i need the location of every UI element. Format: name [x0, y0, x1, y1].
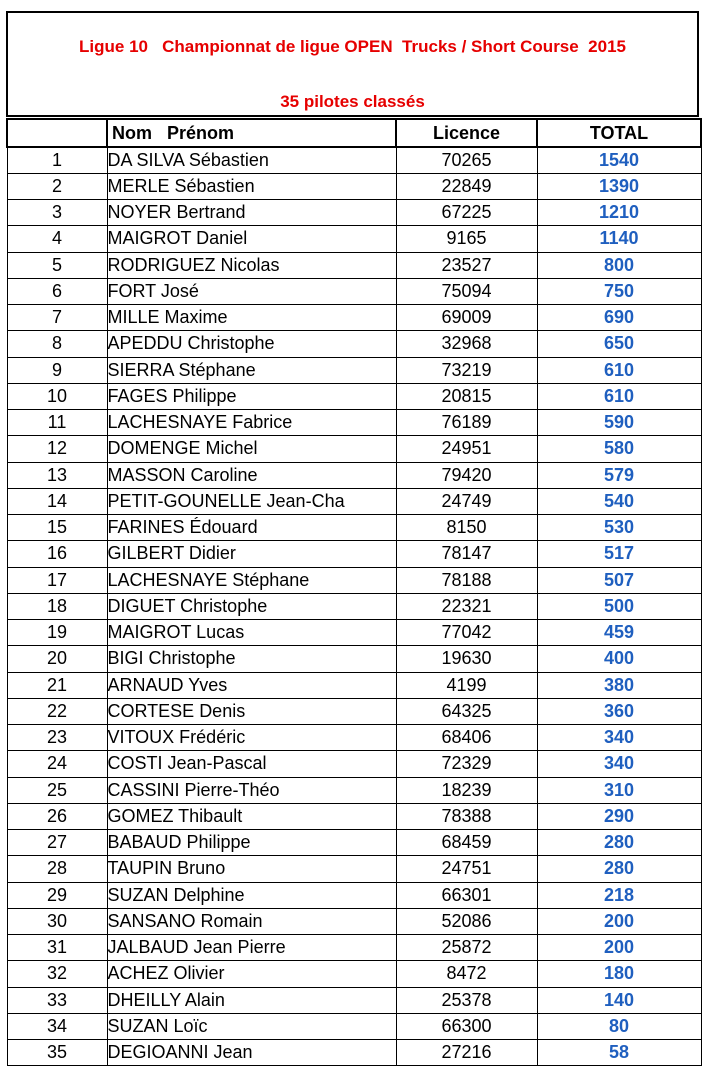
cell-total: 650	[537, 331, 701, 357]
cell-rank: 3	[7, 200, 107, 226]
cell-name: TAUPIN Bruno	[107, 856, 396, 882]
cell-total: 340	[537, 751, 701, 777]
table-row	[7, 935, 701, 961]
cell-rank: 7	[7, 305, 107, 331]
cell-total: 360	[537, 698, 701, 724]
table-row	[7, 1040, 701, 1066]
cell-name: FAGES Philippe	[107, 383, 396, 409]
cell-name: DOMENGE Michel	[107, 436, 396, 462]
cell-licence: 76189	[396, 410, 537, 436]
table-row	[7, 541, 701, 567]
cell-name: LACHESNAYE Stéphane	[107, 567, 396, 593]
cell-name: DA SILVA Sébastien	[107, 147, 396, 173]
cell-name: CASSINI Pierre-Théo	[107, 777, 396, 803]
cell-rank: 29	[7, 882, 107, 908]
table-row	[7, 751, 701, 777]
cell-rank: 32	[7, 961, 107, 987]
table-row	[7, 488, 701, 514]
cell-total: 180	[537, 961, 701, 987]
cell-rank: 23	[7, 725, 107, 751]
cell-name: COSTI Jean-Pascal	[107, 751, 396, 777]
cell-name: FORT José	[107, 278, 396, 304]
cell-rank: 6	[7, 278, 107, 304]
table-row	[7, 646, 701, 672]
cell-rank: 28	[7, 856, 107, 882]
cell-rank: 21	[7, 672, 107, 698]
table-row	[7, 777, 701, 803]
table-row	[7, 200, 701, 226]
cell-rank: 33	[7, 987, 107, 1013]
cell-name: LACHESNAYE Fabrice	[107, 410, 396, 436]
table-row	[7, 147, 701, 173]
cell-rank: 34	[7, 1013, 107, 1039]
cell-name: VITOUX Frédéric	[107, 725, 396, 751]
cell-licence: 24951	[396, 436, 537, 462]
table-row	[7, 357, 701, 383]
table-row	[7, 305, 701, 331]
cell-licence: 9165	[396, 226, 537, 252]
cell-licence: 66301	[396, 882, 537, 908]
cell-name: ARNAUD Yves	[107, 672, 396, 698]
cell-licence: 66300	[396, 1013, 537, 1039]
cell-rank: 5	[7, 252, 107, 278]
cell-total: 530	[537, 515, 701, 541]
results-table	[6, 118, 702, 1066]
cell-name: BIGI Christophe	[107, 646, 396, 672]
cell-rank: 27	[7, 830, 107, 856]
cell-total: 280	[537, 856, 701, 882]
cell-name: PETIT-GOUNELLE Jean-Cha	[107, 488, 396, 514]
cell-total: 58	[537, 1040, 701, 1066]
cell-rank: 10	[7, 383, 107, 409]
cell-name: NOYER Bertrand	[107, 200, 396, 226]
cell-licence: 32968	[396, 331, 537, 357]
cell-total: 590	[537, 410, 701, 436]
cell-licence: 72329	[396, 751, 537, 777]
cell-total: 400	[537, 646, 701, 672]
cell-licence: 52086	[396, 908, 537, 934]
cell-licence: 22321	[396, 593, 537, 619]
cell-name: CORTESE Denis	[107, 698, 396, 724]
cell-total: 80	[537, 1013, 701, 1039]
table-row	[7, 856, 701, 882]
cell-licence: 25378	[396, 987, 537, 1013]
cell-rank: 24	[7, 751, 107, 777]
cell-rank: 31	[7, 935, 107, 961]
cell-rank: 12	[7, 436, 107, 462]
cell-rank: 22	[7, 698, 107, 724]
table-row	[7, 593, 701, 619]
column-header-name: Nom Prénom	[107, 119, 396, 147]
cell-licence: 24751	[396, 856, 537, 882]
cell-rank: 4	[7, 226, 107, 252]
cell-total: 280	[537, 830, 701, 856]
cell-licence: 25872	[396, 935, 537, 961]
cell-rank: 30	[7, 908, 107, 934]
table-header-row	[7, 119, 701, 147]
table-row	[7, 830, 701, 856]
cell-rank: 15	[7, 515, 107, 541]
cell-rank: 16	[7, 541, 107, 567]
cell-total: 507	[537, 567, 701, 593]
cell-rank: 9	[7, 357, 107, 383]
table-row	[7, 436, 701, 462]
cell-rank: 17	[7, 567, 107, 593]
cell-total: 1540	[537, 147, 701, 173]
cell-rank: 11	[7, 410, 107, 436]
table-row	[7, 620, 701, 646]
table-row	[7, 882, 701, 908]
table-row	[7, 961, 701, 987]
table-body	[7, 147, 701, 1066]
table-row	[7, 252, 701, 278]
cell-total: 517	[537, 541, 701, 567]
cell-licence: 68459	[396, 830, 537, 856]
cell-rank: 8	[7, 331, 107, 357]
table-row	[7, 987, 701, 1013]
cell-licence: 73219	[396, 357, 537, 383]
cell-total: 218	[537, 882, 701, 908]
cell-name: SUZAN Loïc	[107, 1013, 396, 1039]
cell-licence: 67225	[396, 200, 537, 226]
cell-name: DIGUET Christophe	[107, 593, 396, 619]
cell-name: BABAUD Philippe	[107, 830, 396, 856]
cell-total: 200	[537, 908, 701, 934]
table-row	[7, 278, 701, 304]
cell-name: FARINES Édouard	[107, 515, 396, 541]
cell-name: RODRIGUEZ Nicolas	[107, 252, 396, 278]
table-row	[7, 698, 701, 724]
cell-licence: 20815	[396, 383, 537, 409]
cell-licence: 24749	[396, 488, 537, 514]
cell-licence: 78188	[396, 567, 537, 593]
cell-licence: 8150	[396, 515, 537, 541]
cell-licence: 78388	[396, 803, 537, 829]
cell-name: MASSON Caroline	[107, 462, 396, 488]
cell-total: 540	[537, 488, 701, 514]
table-row	[7, 515, 701, 541]
cell-total: 290	[537, 803, 701, 829]
cell-name: ACHEZ Olivier	[107, 961, 396, 987]
title-box	[6, 11, 699, 117]
table-row	[7, 725, 701, 751]
page-subtitle: 35 pilotes classés	[280, 92, 425, 111]
table-row	[7, 462, 701, 488]
table-row	[7, 803, 701, 829]
page-title: Ligue 10 Championnat de ligue OPEN Trucks / Short Course 2015	[79, 37, 626, 56]
cell-rank: 19	[7, 620, 107, 646]
cell-rank: 18	[7, 593, 107, 619]
column-header-total: TOTAL	[537, 119, 701, 147]
cell-name: SUZAN Delphine	[107, 882, 396, 908]
cell-licence: 78147	[396, 541, 537, 567]
table-row	[7, 226, 701, 252]
cell-licence: 23527	[396, 252, 537, 278]
cell-licence: 19630	[396, 646, 537, 672]
cell-total: 1140	[537, 226, 701, 252]
cell-total: 579	[537, 462, 701, 488]
cell-name: MAIGROT Lucas	[107, 620, 396, 646]
table-row	[7, 672, 701, 698]
cell-name: APEDDU Christophe	[107, 331, 396, 357]
cell-name: GILBERT Didier	[107, 541, 396, 567]
cell-total: 580	[537, 436, 701, 462]
cell-name: MERLE Sébastien	[107, 173, 396, 199]
cell-total: 140	[537, 987, 701, 1013]
cell-licence: 64325	[396, 698, 537, 724]
cell-total: 340	[537, 725, 701, 751]
cell-rank: 20	[7, 646, 107, 672]
cell-name: SIERRA Stéphane	[107, 357, 396, 383]
cell-name: SANSANO Romain	[107, 908, 396, 934]
cell-rank: 2	[7, 173, 107, 199]
table-row	[7, 567, 701, 593]
cell-total: 459	[537, 620, 701, 646]
column-header-licence: Licence	[396, 119, 537, 147]
cell-total: 380	[537, 672, 701, 698]
cell-licence: 77042	[396, 620, 537, 646]
table-row	[7, 173, 701, 199]
cell-total: 610	[537, 383, 701, 409]
cell-rank: 26	[7, 803, 107, 829]
cell-total: 690	[537, 305, 701, 331]
table-row	[7, 410, 701, 436]
table-row	[7, 1013, 701, 1039]
cell-licence: 79420	[396, 462, 537, 488]
cell-licence: 68406	[396, 725, 537, 751]
cell-total: 200	[537, 935, 701, 961]
cell-licence: 69009	[396, 305, 537, 331]
cell-name: GOMEZ Thibault	[107, 803, 396, 829]
cell-rank: 13	[7, 462, 107, 488]
cell-total: 500	[537, 593, 701, 619]
cell-total: 310	[537, 777, 701, 803]
column-header-rank	[7, 119, 107, 147]
cell-name: MILLE Maxime	[107, 305, 396, 331]
table-row	[7, 383, 701, 409]
table-row	[7, 331, 701, 357]
cell-total: 800	[537, 252, 701, 278]
cell-total: 1210	[537, 200, 701, 226]
cell-licence: 75094	[396, 278, 537, 304]
cell-rank: 25	[7, 777, 107, 803]
cell-name: MAIGROT Daniel	[107, 226, 396, 252]
cell-rank: 14	[7, 488, 107, 514]
cell-name: DHEILLY Alain	[107, 987, 396, 1013]
cell-licence: 18239	[396, 777, 537, 803]
cell-name: DEGIOANNI Jean	[107, 1040, 396, 1066]
cell-name: JALBAUD Jean Pierre	[107, 935, 396, 961]
cell-total: 1390	[537, 173, 701, 199]
cell-licence: 27216	[396, 1040, 537, 1066]
cell-licence: 70265	[396, 147, 537, 173]
cell-licence: 8472	[396, 961, 537, 987]
table-row	[7, 908, 701, 934]
cell-licence: 22849	[396, 173, 537, 199]
cell-rank: 1	[7, 147, 107, 173]
cell-rank: 35	[7, 1040, 107, 1066]
cell-total: 610	[537, 357, 701, 383]
cell-total: 750	[537, 278, 701, 304]
cell-licence: 4199	[396, 672, 537, 698]
